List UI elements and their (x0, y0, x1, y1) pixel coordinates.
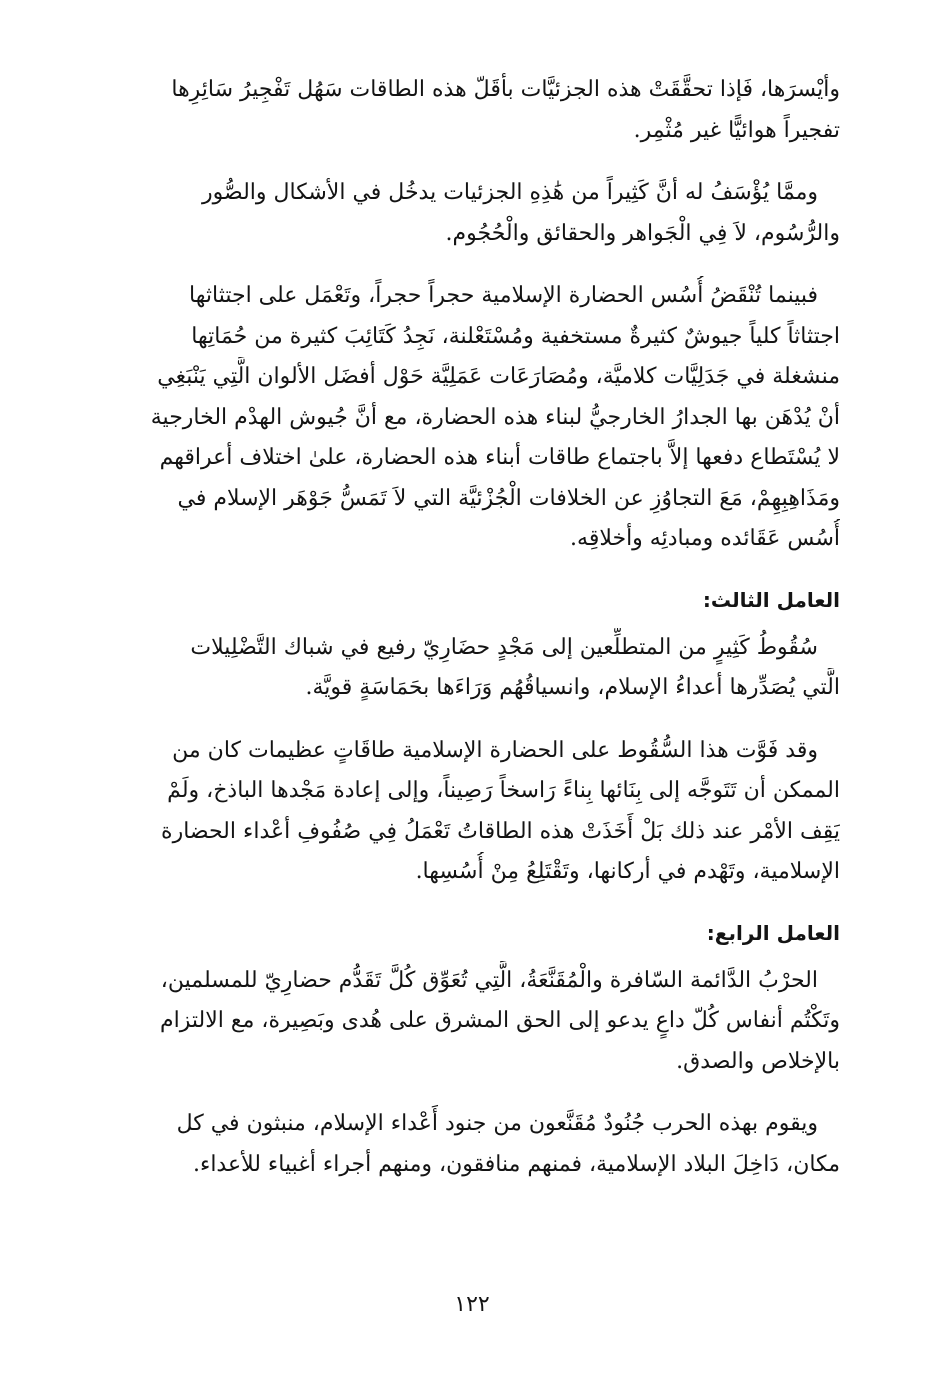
paragraph-factor-4-b (100, 1104, 840, 1185)
text-line: الحرْبُ الدَّائمة السّافرة والْمُقَنَّعَةُ، الَّتِي تُعَوِّق كُلَّ تَقَدُّم حضارِيّ للمسلمين، (160, 967, 818, 993)
paragraph-factor-3-b (100, 731, 840, 893)
paragraph-3 (100, 276, 840, 560)
text-line: تفجيراً هوائيًّا غير مُثْمِر. (633, 117, 840, 143)
text-line: الإسلامية، وتَهْدم في أركانها، وتَقْتَلِعُ مِنْ أُسُسِها. (415, 859, 840, 884)
text-line: لا يُسْتَطاع دفعها إلاَّ باجتماع طاقات أبناء هذه الحضارة، علىٰ اختلاف أعراقهم (159, 445, 840, 470)
page-content (100, 70, 840, 1207)
text-line: والرُّسُوم، لاَ فِي الْجَواهر والحقائق والْحُجُوم. (445, 220, 840, 246)
text-line: بالإخلاص والصدق. (676, 1048, 840, 1074)
section-heading-factor-4: العامل الرابع: (706, 920, 840, 945)
text-line: سُقُوطُ كَثِيرٍ من المتطلِّعين إلى مَجْدٍ حضَارِيّ رفيع في شباك التَّضْلِيلات (190, 634, 818, 660)
section-heading-factor-3: العامل الثالث: (702, 587, 840, 612)
paragraph-factor-4-a (100, 961, 840, 1083)
text-line: ويقوم بهذه الحرب جُنُودٌ مُقَنَّعون من جنود أَعْداء الإسلام، منبثون في كل (176, 1111, 818, 1136)
text-line: الَّتي يُصَدِّرها أعداءُ الإسلام، وانسياقُهُم وَرَاءَها بحَمَاسَةٍ قويَّة. (305, 675, 840, 700)
text-line: فبينما تُنْقَضُ أُسُس الحضارة الإسلامية حجراً حجراً، وتَعْمَل على اجتثاثها (189, 283, 818, 308)
paragraph-factor-3-a (100, 628, 840, 709)
text-line: أُسُس عَقَائده ومبادئِه وأخلاقِه. (570, 526, 840, 551)
page-number: ١٢٢ (454, 1292, 490, 1317)
text-line: اجتثاثاً كلياً جيوشٌ كثيرةٌ مستخفية ومُسْتَعْلنة، نَجِدُ كَتَائِبَ كثيرة من حُمَاتِها (191, 323, 840, 349)
paragraph-2 (100, 173, 840, 254)
text-line: وأيْسرَها، فَإذا تحقَّقَتْ هذه الجزئيَّات بأقَلّ هذه الطاقات سَهُل تَفْجِيرُ سَائِرِها (171, 77, 840, 102)
text-line: وممَّا يُؤْسَفُ له أنَّ كَثِيراً من هَٰذِهِ الجزئيات يدخُل في الأشكال والصُّور (202, 180, 818, 205)
text-line: الممكن أن تَتَوجَّه إلى بِنَائها بِناءً رَاسخاً رَصِيناً، وإلى إعادة مَجْدها الباذخ، ولَمْ (167, 778, 840, 803)
text-line: منشغلة في جَدَلِيَّات كلاميَّة، ومُصَارَعَات عَمَلِيَّة حَوْل أفضَل الألوان الَّتِي يَنْبَغِي (157, 364, 840, 389)
text-line: ومَذَاهِبِهِمْ، مَعَ التجاوُزِ عن الخلافات الْجُزْئيَّة التي لاَ تَمَسُّ جَوْهَر الإسلام في (177, 485, 840, 511)
paragraph-1 (100, 70, 840, 151)
text-line: مكان، دَاخِلَ البلاد الإسلامية، فمنهم منافقون، ومنهم أجراء أغبياء للأعداء. (192, 1151, 840, 1177)
text-line: أنْ يُدْهَن بها الجدارُ الخارجيُّ لبناء هذه الحضارة، مع أنَّ جُيوش الهدْم الخارجية (150, 404, 840, 430)
text-line: وتَكْتُم أنفاس كُلّ داعٍ يدعو إلى الحق المشرق على هُدى وبَصِيرة، مع الالتزام (160, 1008, 840, 1033)
text-line: وقد فَوَّت هذا السُّقُوط على الحضارة الإسلامية طاقَاتٍ عظيمات كان من (172, 737, 818, 763)
text-line: يَقِف الأمْر عند ذلك بَلْ أَخَذَتْ هذه الطاقاتُ تَعْمَلُ فِي صُفُوفِ أعْداء الحضارة (161, 818, 840, 844)
